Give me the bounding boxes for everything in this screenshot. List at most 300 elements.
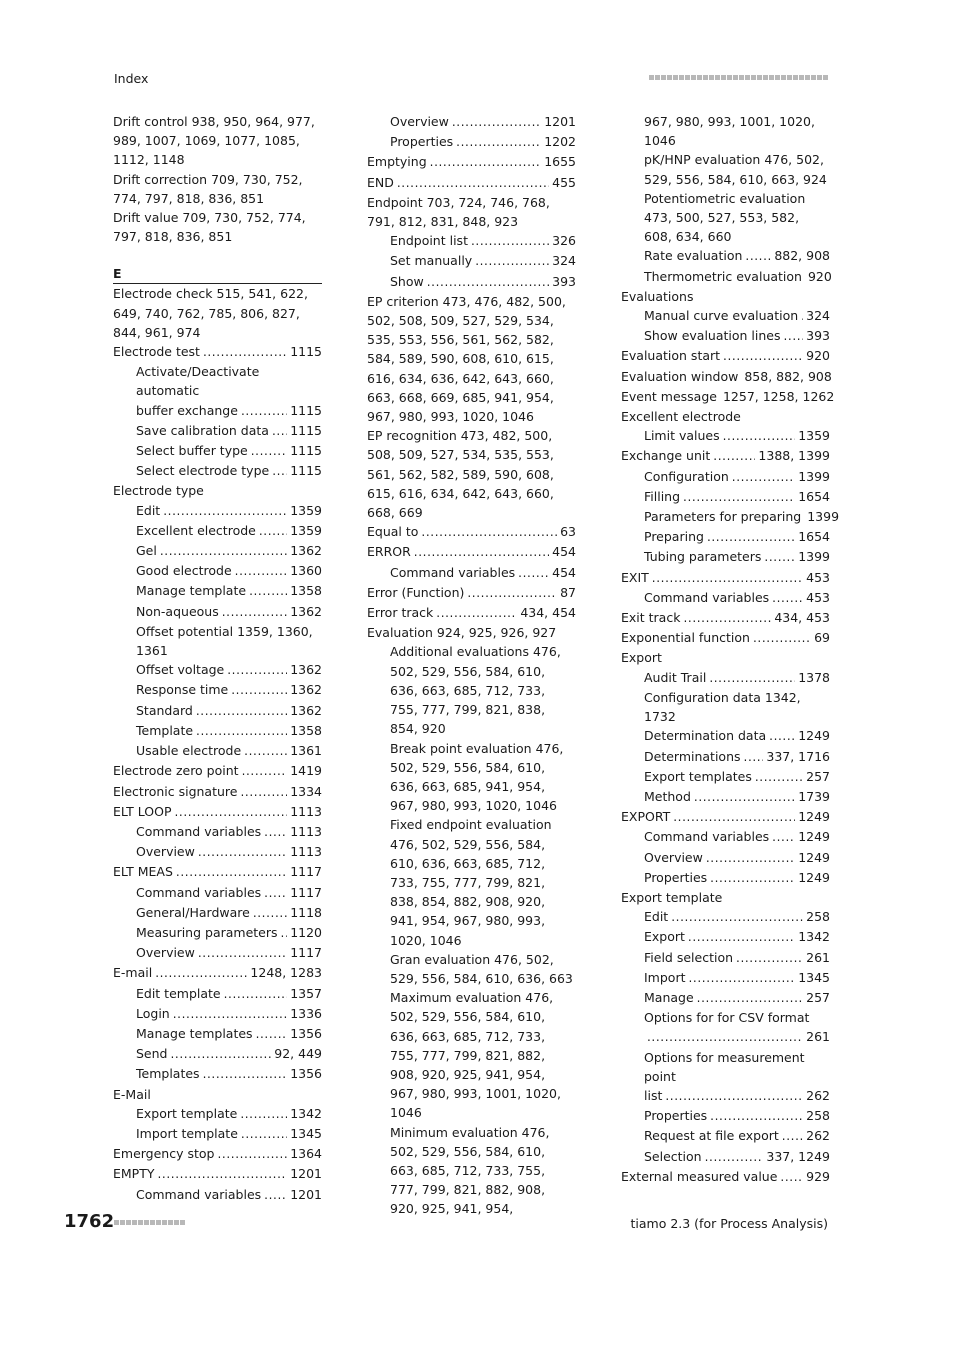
entry-label: Offset voltage <box>136 662 225 678</box>
index-subentry <box>621 726 830 746</box>
entry-text: Options for measurement point <box>644 1049 805 1084</box>
dot-leader <box>732 467 795 487</box>
entry-label: Usable electrode <box>136 743 242 759</box>
entry-pages: 1248, 1283 <box>250 965 322 981</box>
entry-label: Overview <box>136 945 195 961</box>
dot-leader <box>782 1126 803 1146</box>
entry-label: Edit template <box>136 985 221 1001</box>
entry-pages: 1419 <box>290 763 322 779</box>
index-subentry <box>621 426 830 446</box>
index-subentry <box>367 642 576 738</box>
dot-leader <box>272 461 287 481</box>
index-subentry <box>113 923 322 943</box>
index-entry <box>621 628 830 648</box>
index-subentry <box>621 927 830 947</box>
dot-leader <box>671 907 803 927</box>
entry-pages: 1359 <box>798 428 830 444</box>
entry-label: ERROR <box>367 544 411 560</box>
entry-pages: 1117 <box>290 864 322 880</box>
entry-label: Preparing <box>644 529 704 545</box>
entry-pages: 1202 <box>544 134 576 150</box>
entry-pages: 337, 1716 <box>766 748 830 764</box>
entry-text: Maximum evaluation 476, 502, 529, 556, 584, 610, 636, 663, 685, 712, 733, 755, 777, 799, 821, 882, 908, 920, 925, 941, 954, 967, 980, 993, 1001, 1020, 1046 <box>390 990 561 1121</box>
entry-label: Gel <box>136 543 157 559</box>
index-subentry <box>621 487 830 507</box>
index-subentry <box>621 907 830 927</box>
dot-leader <box>764 547 795 567</box>
entry-label: Show <box>390 273 424 289</box>
entry-pages: 1362 <box>290 682 322 698</box>
entry-pages: 1362 <box>290 702 322 718</box>
entry-pages: 1739 <box>798 788 830 804</box>
dot-leader <box>709 668 795 688</box>
entry-text: Evaluation 924, 925, 926, 927 <box>367 625 557 641</box>
entry-pages: 1399 <box>798 549 830 565</box>
entry-text: Configuration data 1342, 1732 <box>644 689 801 725</box>
index-entry <box>367 426 576 522</box>
entry-label: Import template <box>136 1125 238 1141</box>
entry-label: Emergency stop <box>113 1146 215 1162</box>
entry-pages: 1113 <box>290 803 322 819</box>
entry-pages: 1399 <box>798 468 830 484</box>
dot-leader <box>697 988 803 1008</box>
index-subentry <box>621 787 830 807</box>
entry-pages: 257 <box>806 989 830 1005</box>
entry-pages: 393 <box>806 328 830 344</box>
entry-pages: 1115 <box>290 463 322 479</box>
index-subentry <box>621 326 830 346</box>
entry-pages: 929 <box>806 1168 830 1184</box>
entry-label: EXIT <box>621 569 649 585</box>
index-entry <box>367 522 576 542</box>
dot-leader <box>710 868 795 888</box>
entry-pages: 1654 <box>798 488 830 504</box>
index-entry <box>113 963 322 983</box>
entry-label: Parameters for preparing <box>644 509 802 525</box>
index-subentry <box>113 1024 322 1044</box>
dot-leader <box>203 1064 288 1084</box>
entry-pages: 87 <box>560 584 576 600</box>
entry-pages: 1360 <box>290 563 322 579</box>
dot-leader <box>452 112 541 132</box>
index-subentry <box>621 1147 830 1167</box>
entry-text: Offset potential 1359, 1360, 1361 <box>136 623 313 659</box>
index-subentry <box>621 988 830 1008</box>
entry-label: EXPORT <box>621 809 671 825</box>
index-subentry <box>367 251 576 271</box>
dot-leader <box>689 968 796 988</box>
entry-pages: 262 <box>806 1087 830 1103</box>
index-entry <box>367 583 576 603</box>
entry-label: Manual curve evaluation <box>644 308 799 324</box>
entry-label: Electronic signature <box>113 783 238 799</box>
entry-pages: 920 <box>806 348 830 364</box>
entry-pages: 920 <box>807 268 832 284</box>
entry-pages: 262 <box>806 1128 830 1144</box>
dot-leader <box>160 541 287 561</box>
entry-label: Determinations <box>644 748 741 764</box>
index-subentry <box>621 767 830 787</box>
entry-pages: 1334 <box>290 783 322 799</box>
dot-leader <box>231 680 287 700</box>
index-entry <box>113 481 322 500</box>
index-subentry <box>113 741 322 761</box>
entry-text: pK/HNP evaluation 476, 502, 529, 556, 584, 610, 663, 924 <box>644 152 827 187</box>
dot-leader <box>264 1185 287 1205</box>
index-subentry <box>113 541 322 561</box>
entry-pages: 1249 <box>798 809 830 825</box>
dot-leader <box>196 701 287 721</box>
index-subentry <box>113 1044 322 1064</box>
index-subentry <box>621 1126 830 1146</box>
dot-leader <box>430 152 542 172</box>
entry-text: EP criterion 473, 476, 482, 500, 502, 508, 509, 527, 529, 534, 535, 553, 556, 561, 562, 582, 584, 589, 590, 608, 610, 615, 616, 634, 636, 642, 643, 660, 663, 668, 669, 685, 941, 954, 967, 980, 993, 1020, 1046 <box>367 293 566 425</box>
entry-pages: 337, 1249 <box>766 1148 830 1164</box>
dot-leader <box>272 421 287 441</box>
entry-pages: 1115 <box>290 422 322 438</box>
dot-leader <box>256 1024 288 1044</box>
entry-text: Drift correction 709, 730, 752, 774, 797, 818, 836, 851 <box>113 171 303 206</box>
index-entry <box>113 342 322 362</box>
entry-label: ELT LOOP <box>113 803 172 819</box>
index-subentry <box>113 602 322 622</box>
index-subentry <box>367 739 576 816</box>
dot-leader <box>801 306 803 326</box>
entry-label: Command variables <box>136 884 262 900</box>
entry-label: Command variables <box>644 829 770 845</box>
dot-leader <box>281 923 288 943</box>
entry-label: Set manually <box>390 253 473 269</box>
footer-decorative-squares <box>114 1220 185 1225</box>
index-subentry <box>113 680 322 700</box>
entry-label: list <box>644 1087 663 1103</box>
dot-leader <box>694 787 795 807</box>
entry-label: Export templates <box>644 768 752 784</box>
index-column-3 <box>621 112 840 1187</box>
dot-leader <box>744 747 764 767</box>
dot-leader <box>427 272 549 292</box>
index-subentry <box>621 267 830 287</box>
entry-pages: 326 <box>552 233 576 249</box>
entry-pages: 455 <box>552 174 576 190</box>
dot-leader <box>241 1124 287 1144</box>
entry-pages: 1342 <box>290 1105 322 1121</box>
entry-pages: 1113 <box>290 823 322 839</box>
entry-pages: 261 <box>806 949 830 965</box>
entry-text: 967, 980, 993, 1001, 1020, 1046 <box>644 114 815 149</box>
index-subentry <box>113 501 322 521</box>
entry-label: E-mail <box>113 965 153 981</box>
dot-leader <box>264 883 287 903</box>
index-subentry <box>113 660 322 680</box>
dot-leader <box>723 426 796 446</box>
index-entry <box>367 603 576 623</box>
entry-label: Electrode zero point <box>113 763 239 779</box>
entry-pages: 1345 <box>798 969 830 985</box>
entry-pages: 1201 <box>544 114 576 129</box>
index-subentry <box>621 588 830 608</box>
index-subentry <box>621 1008 830 1027</box>
entry-label: Properties <box>644 1108 708 1124</box>
entry-pages: 1249 <box>798 849 830 865</box>
entry-label: Evaluation start <box>621 348 721 364</box>
dot-leader <box>242 761 288 781</box>
entry-text: EP recognition 473, 482, 500, 508, 509, 527, 534, 535, 553, 561, 562, 582, 589, 590, 608, 615, 616, 634, 642, 643, 660, 668, 669 <box>367 428 554 521</box>
dot-leader <box>673 807 795 827</box>
index-subentry <box>621 848 830 868</box>
index-subentry <box>621 112 830 150</box>
index-entry <box>113 112 322 170</box>
index-subentry <box>113 903 322 923</box>
entry-text: Potentiometric evaluation 473, 500, 527, 553, 582, 608, 634, 660 <box>644 190 806 245</box>
index-subentry <box>621 668 830 688</box>
entry-text: Minimum evaluation 476, 502, 529, 556, 584, 610, 663, 685, 712, 733, 755, 777, 799, 821, 882, 908, 920, 925, 941, 954, <box>390 1124 550 1217</box>
entry-label: Response time <box>136 682 229 698</box>
entry-pages: 1336 <box>290 1005 322 1021</box>
entry-label: Filling <box>644 488 681 504</box>
entry-pages: 257 <box>806 768 830 784</box>
index-subentry <box>113 581 322 601</box>
entry-label: Manage template <box>136 583 247 599</box>
entry-label: Select buffer type <box>136 443 248 459</box>
index-entry <box>367 292 576 426</box>
footer-product-title: tiamo 2.3 (for Process Analysis) <box>630 1216 828 1231</box>
index-subentry <box>621 246 830 266</box>
index-entry <box>621 648 830 667</box>
entry-pages: 1115 <box>290 344 322 360</box>
dot-leader <box>736 948 803 968</box>
index-entry <box>113 862 322 882</box>
index-entry <box>113 284 322 342</box>
entry-pages: 1345 <box>290 1125 322 1141</box>
entry-pages: 1388, 1399 <box>758 448 830 464</box>
entry-label: Error track <box>367 605 434 621</box>
entry-pages: 1358 <box>290 722 322 738</box>
entry-pages: 1342 <box>798 929 830 945</box>
index-subentry <box>367 815 576 949</box>
dot-leader <box>414 542 549 562</box>
index-subentry <box>367 950 576 988</box>
entry-pages: 1378 <box>798 669 830 685</box>
entry-label: Manage <box>644 989 694 1005</box>
index-subentry <box>621 1048 830 1086</box>
entry-label: Command variables <box>644 589 770 605</box>
dot-leader <box>244 741 287 761</box>
index-column-1 <box>113 112 322 1205</box>
index-subentry <box>367 231 576 251</box>
index-subentry <box>113 1104 322 1124</box>
dot-leader <box>436 603 517 623</box>
dot-leader <box>518 563 549 583</box>
index-subentry <box>367 112 576 132</box>
entry-label: External measured value <box>621 1168 778 1184</box>
entry-label: Measuring parameters <box>136 924 278 940</box>
index-subentry <box>621 868 830 888</box>
entry-pages: 453 <box>806 589 830 605</box>
index-subentry <box>113 883 322 903</box>
entry-label: EMPTY <box>113 1166 155 1182</box>
section-heading: E <box>113 265 322 284</box>
index-subentry <box>113 822 322 842</box>
entry-label: Endpoint list <box>390 233 468 249</box>
entry-pages: 1356 <box>290 1066 322 1082</box>
dot-leader <box>456 132 541 152</box>
index-entry <box>621 608 830 628</box>
entry-label: Request at file export <box>644 1128 779 1144</box>
dot-leader <box>264 822 287 842</box>
index-subentry <box>113 401 322 421</box>
index-entry <box>113 782 322 802</box>
index-subentry <box>113 421 322 441</box>
index-entry <box>113 208 322 246</box>
entry-label: ELT MEAS <box>113 864 173 880</box>
index-subentry <box>621 827 830 847</box>
dot-leader <box>665 1086 803 1106</box>
entry-pages: 434, 454 <box>520 605 576 621</box>
entry-label: Selection <box>644 1148 702 1164</box>
entry-label: Template <box>136 722 194 738</box>
dot-leader <box>705 1147 764 1167</box>
index-entry <box>621 1167 830 1187</box>
entry-text: Electrode check 515, 541, 622, 649, 740, 762, 785, 806, 827, 844, 961, 974 <box>113 286 308 340</box>
entry-label: Command variables <box>136 823 262 839</box>
entry-pages: 324 <box>552 253 576 269</box>
index-subentry <box>113 842 322 862</box>
entry-label: Equal to <box>367 524 419 540</box>
dot-leader <box>784 326 804 346</box>
entry-label: Templates <box>136 1066 200 1082</box>
entry-pages: 1359 <box>290 502 322 518</box>
index-entry <box>367 193 576 231</box>
entry-label: General/Hardware <box>136 904 250 920</box>
index-entry <box>367 152 576 172</box>
entry-pages: 258 <box>806 909 830 925</box>
entry-label: buffer exchange <box>136 402 238 418</box>
index-subentry <box>621 189 830 247</box>
entry-pages: 1358 <box>290 583 322 599</box>
index-subentry <box>621 150 830 188</box>
entry-text: Activate/Deactivate automatic <box>136 364 260 399</box>
dot-leader <box>198 943 287 963</box>
index-subentry <box>621 1086 830 1106</box>
entry-pages: 1249 <box>798 829 830 845</box>
entry-label: Properties <box>390 134 454 150</box>
dot-leader <box>397 173 549 193</box>
dot-leader <box>471 231 549 251</box>
index-entry <box>367 173 576 193</box>
index-entry <box>621 446 830 466</box>
header-decorative-squares <box>649 75 828 80</box>
index-entry <box>621 568 830 588</box>
entry-pages: 454 <box>552 544 576 560</box>
dot-leader <box>155 963 247 983</box>
dot-leader <box>772 827 795 847</box>
index-subentry <box>621 467 830 487</box>
dot-leader <box>713 446 755 466</box>
entry-pages: 1257, 1258, 1262 <box>722 388 835 404</box>
entry-pages: 454 <box>552 564 576 580</box>
dot-leader <box>710 1106 803 1126</box>
dot-leader <box>196 721 287 741</box>
index-entry <box>367 623 576 642</box>
entry-label: Evaluation window <box>621 368 739 384</box>
entry-label: Command variables <box>136 1186 262 1202</box>
entry-label: Emptying <box>367 154 427 170</box>
dot-leader <box>240 782 287 802</box>
dot-leader <box>647 1027 803 1047</box>
dot-leader <box>227 660 287 680</box>
entry-label: Save calibration data <box>136 422 269 438</box>
dot-leader <box>224 984 288 1004</box>
dot-leader <box>421 522 557 542</box>
entry-label: Good electrode <box>136 563 232 579</box>
entry-label: Electrode test <box>113 344 200 360</box>
index-subentry <box>113 943 322 963</box>
entry-pages: 882, 908 <box>774 248 830 264</box>
index-subentry <box>621 527 830 547</box>
index-subentry <box>367 1123 576 1219</box>
index-entry <box>621 407 830 426</box>
index-subentry <box>113 1004 322 1024</box>
entry-pages: 1115 <box>290 402 322 418</box>
entry-label: Thermometric evaluation <box>644 268 802 284</box>
index-subentry <box>367 563 576 583</box>
index-column-2 <box>367 112 576 1219</box>
index-subentry <box>113 441 322 461</box>
index-entry <box>113 1164 322 1184</box>
entry-label: Export <box>644 929 685 945</box>
dot-leader <box>158 1164 288 1184</box>
entry-text: Additional evaluations 476, 502, 529, 556, 584, 610, 636, 663, 685, 712, 733, 755, 777, 799, 821, 838, 854, 920 <box>390 644 561 737</box>
dot-leader <box>652 568 803 588</box>
entry-pages: 261 <box>806 1029 830 1045</box>
entry-label: Limit values <box>644 428 720 444</box>
index-subentry <box>113 984 322 1004</box>
index-entry <box>621 387 835 407</box>
index-entry <box>621 367 830 387</box>
entry-pages: 258 <box>806 1108 830 1124</box>
entry-pages: 324 <box>806 308 830 324</box>
entry-label: Exit track <box>621 610 681 626</box>
entry-pages: 1357 <box>290 985 322 1001</box>
entry-pages: 434, 453 <box>774 610 830 626</box>
dot-leader <box>251 441 287 461</box>
index-subentry <box>367 132 576 152</box>
index-subentry <box>367 272 576 292</box>
entry-pages: 69 <box>814 630 830 646</box>
entry-pages: 1361 <box>290 743 322 759</box>
entry-label: END <box>367 174 394 190</box>
entry-label: Overview <box>644 849 703 865</box>
entry-text: Evaluations <box>621 288 694 304</box>
dot-leader <box>723 346 803 366</box>
index-entry <box>621 888 830 907</box>
dot-leader <box>170 1044 271 1064</box>
entry-label: Field selection <box>644 949 734 965</box>
entry-pages: 1115 <box>290 443 322 459</box>
index-entry <box>621 807 830 827</box>
dot-leader <box>240 1104 287 1124</box>
dot-leader <box>222 602 287 622</box>
entry-text: Excellent electrode <box>621 409 741 425</box>
entry-pages: 1655 <box>544 154 576 170</box>
entry-label: Export template <box>136 1105 238 1121</box>
entry-text: Drift control 938, 950, 964, 977, 989, 1007, 1069, 1077, 1085, 1112, 1148 <box>113 114 315 168</box>
entry-text: Electrode type <box>113 483 204 499</box>
entry-pages: 92, 449 <box>274 1046 322 1062</box>
index-subentry <box>113 721 322 741</box>
entry-label: Method <box>644 788 691 804</box>
